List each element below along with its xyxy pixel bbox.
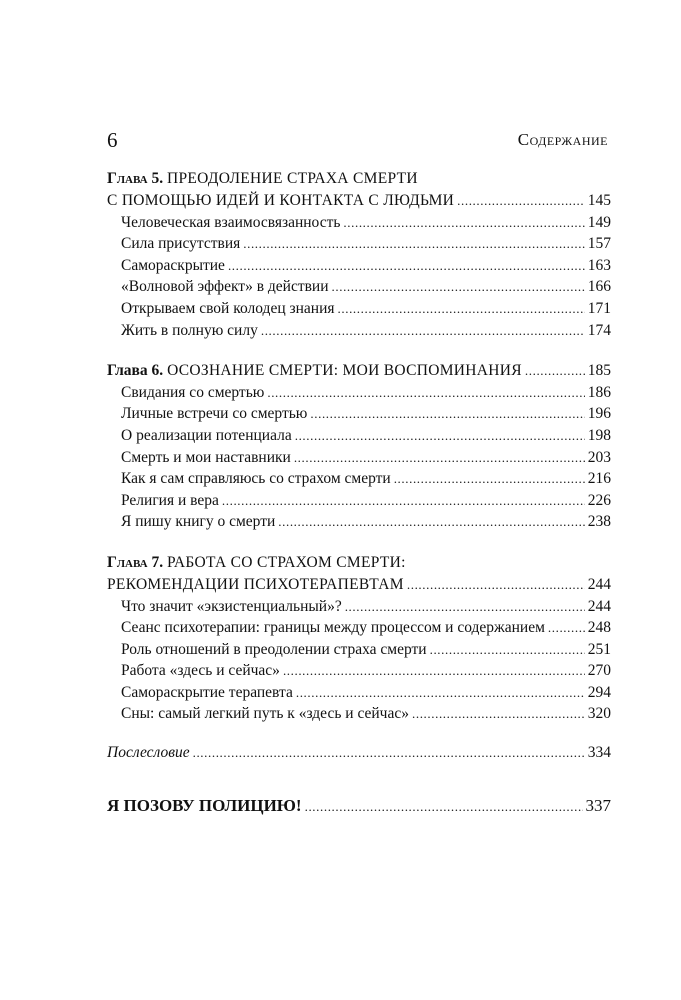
toc-entry-title: Смерть и мои наставники bbox=[121, 448, 291, 466]
toc-entry-page: 174 bbox=[587, 321, 611, 339]
toc-entry-title: Что значит «экзистенциальный»? bbox=[121, 597, 342, 615]
toc-entry-title: Религия и вера bbox=[121, 491, 219, 509]
toc-entry[interactable] bbox=[107, 320, 611, 342]
leader-dots bbox=[193, 742, 585, 764]
leader-dots bbox=[430, 639, 585, 661]
leader-dots bbox=[295, 425, 585, 447]
leader-dots bbox=[525, 360, 585, 382]
toc-entry-page: 196 bbox=[587, 405, 611, 423]
toc-entry-title: Сила присутствия bbox=[121, 235, 241, 253]
chapter-5-label: Глава 5. bbox=[107, 170, 164, 187]
chapter-6-section bbox=[107, 360, 611, 533]
toc-entry-title: Самораскрытие bbox=[121, 256, 225, 274]
chapter-6-heading bbox=[107, 360, 522, 382]
chapter-7-section bbox=[107, 552, 611, 725]
leader-dots bbox=[338, 298, 585, 320]
chapter-5-heading bbox=[107, 168, 611, 190]
final-section-page: 337 bbox=[585, 795, 611, 815]
toc-entry-page: 157 bbox=[587, 235, 611, 253]
toc-entry-title: Работа «здесь и сейчас» bbox=[121, 662, 280, 680]
afterword-page: 334 bbox=[587, 744, 611, 762]
toc-entry[interactable] bbox=[107, 233, 611, 255]
afterword-title: Послесловие bbox=[107, 744, 190, 762]
toc-entry-page: 238 bbox=[587, 513, 611, 531]
leader-dots bbox=[332, 276, 585, 298]
leader-dots bbox=[228, 255, 585, 277]
toc-entry[interactable] bbox=[107, 212, 611, 234]
leader-dots bbox=[305, 795, 583, 818]
toc-entry-title: Самораскрытие терапевта bbox=[121, 683, 293, 701]
running-title: Содержание bbox=[517, 130, 608, 149]
final-section-title: Я ПОЗОВУ ПОЛИЦИЮ! bbox=[107, 795, 302, 815]
toc-entry-title: Открываем свой колодец знания bbox=[121, 299, 335, 317]
leader-dots bbox=[343, 212, 584, 234]
leader-dots bbox=[394, 468, 585, 490]
leader-dots bbox=[412, 703, 585, 725]
leader-dots bbox=[222, 490, 585, 512]
toc-entry[interactable] bbox=[107, 660, 611, 682]
toc-entry-title: Свидания со смертью bbox=[121, 383, 265, 401]
toc-entry[interactable] bbox=[107, 425, 611, 447]
toc-entry[interactable] bbox=[107, 596, 611, 618]
chapter-6-title-row[interactable] bbox=[107, 360, 611, 382]
toc-entry-page: 226 bbox=[587, 491, 611, 509]
toc-entry[interactable] bbox=[107, 255, 611, 277]
toc-entry-title: Как я сам справляюсь со страхом смерти bbox=[121, 470, 391, 488]
chapter-5-section bbox=[107, 168, 611, 341]
chapter-7-page: 244 bbox=[587, 575, 611, 593]
chapter-7-heading bbox=[107, 552, 611, 574]
toc-entry-page: 251 bbox=[587, 640, 611, 658]
toc-entry[interactable] bbox=[107, 639, 611, 661]
toc-entry[interactable] bbox=[107, 682, 611, 704]
chapter-5-page: 145 bbox=[587, 192, 611, 209]
toc-entry[interactable] bbox=[107, 511, 611, 533]
toc-entry-page: 203 bbox=[587, 448, 611, 466]
toc-entry-page: 198 bbox=[587, 426, 611, 444]
chapter-5-title-row[interactable] bbox=[107, 190, 611, 212]
chapter-7-title-line2: РЕКОМЕНДАЦИИ ПСИХОТЕРАПЕВТАМ bbox=[107, 575, 404, 593]
toc-entry[interactable] bbox=[107, 617, 611, 639]
page-header bbox=[0, 128, 681, 156]
leader-dots bbox=[345, 596, 585, 618]
toc-entry-page: 149 bbox=[587, 213, 611, 231]
chapter-7-title-row[interactable] bbox=[107, 574, 611, 596]
page-number: 6 bbox=[107, 128, 118, 152]
toc-entry-page: 186 bbox=[587, 383, 611, 401]
leader-dots bbox=[283, 660, 585, 682]
toc-entry-page: 294 bbox=[587, 683, 611, 701]
toc-entry-page: 248 bbox=[587, 619, 611, 637]
toc-entry-page: 244 bbox=[587, 597, 611, 615]
chapter-6-title: ОСОЗНАНИЕ СМЕРТИ: МОИ ВОСПОМИНАНИЯ bbox=[167, 362, 522, 380]
leader-dots bbox=[407, 574, 585, 596]
toc-entry[interactable] bbox=[107, 703, 611, 725]
toc-entry-page: 163 bbox=[587, 256, 611, 274]
toc-entry[interactable] bbox=[107, 490, 611, 512]
leader-dots bbox=[267, 382, 584, 404]
toc-entry-page: 171 bbox=[587, 299, 611, 317]
chapter-7-label: Глава 7. bbox=[107, 553, 164, 571]
toc-entry[interactable] bbox=[107, 447, 611, 469]
toc-entry[interactable] bbox=[107, 298, 611, 320]
toc-entry-title: Личные встречи со смертью bbox=[121, 405, 308, 423]
leader-dots bbox=[548, 617, 585, 639]
chapter-5-title-line1: ПРЕОДОЛЕНИЕ СТРАХА СМЕРТИ bbox=[166, 170, 418, 187]
toc-entry-title: Роль отношений в преодолении страха смерти bbox=[121, 640, 427, 658]
toc-entry-title: Я пишу книгу о смерти bbox=[121, 513, 276, 531]
toc-entry[interactable] bbox=[107, 468, 611, 490]
toc-entry-title: Сны: самый легкий путь к «здесь и сейчас» bbox=[121, 705, 409, 723]
leader-dots bbox=[457, 190, 585, 212]
leader-dots bbox=[278, 511, 584, 533]
chapter-7-title-line1: РАБОТА СО СТРАХОМ СМЕРТИ: bbox=[166, 553, 406, 571]
toc-entry[interactable] bbox=[107, 403, 611, 425]
toc-entry-title: «Волновой эффект» в действии bbox=[121, 278, 329, 296]
toc-entry-title: О реализации потенциала bbox=[121, 426, 292, 444]
final-section-entry[interactable] bbox=[107, 795, 611, 818]
leader-dots bbox=[243, 233, 585, 255]
table-of-contents bbox=[107, 168, 611, 817]
leader-dots bbox=[310, 403, 584, 425]
leader-dots bbox=[296, 682, 585, 704]
toc-entry[interactable] bbox=[107, 276, 611, 298]
chapter-5-title-line2: С ПОМОЩЬЮ ИДЕЙ И КОНТАКТА С ЛЮДЬМИ bbox=[107, 192, 455, 209]
toc-entry-title: Сеанс психотерапии: границы между процессом и содержанием bbox=[121, 619, 545, 637]
toc-entry[interactable] bbox=[107, 382, 611, 404]
chapter-6-page: 185 bbox=[587, 362, 611, 380]
toc-entry-page: 216 bbox=[587, 470, 611, 488]
chapter-6-label: Глава 6. bbox=[107, 362, 164, 380]
toc-entry-page: 270 bbox=[587, 662, 611, 680]
afterword-entry[interactable] bbox=[107, 742, 611, 764]
leader-dots bbox=[261, 320, 585, 342]
toc-entry-page: 166 bbox=[587, 278, 611, 296]
toc-entry-page: 320 bbox=[587, 705, 611, 723]
toc-entry-title: Жить в полную силу bbox=[121, 321, 258, 339]
toc-entry-title: Человеческая взаимосвязанность bbox=[121, 213, 341, 231]
leader-dots bbox=[294, 447, 585, 469]
